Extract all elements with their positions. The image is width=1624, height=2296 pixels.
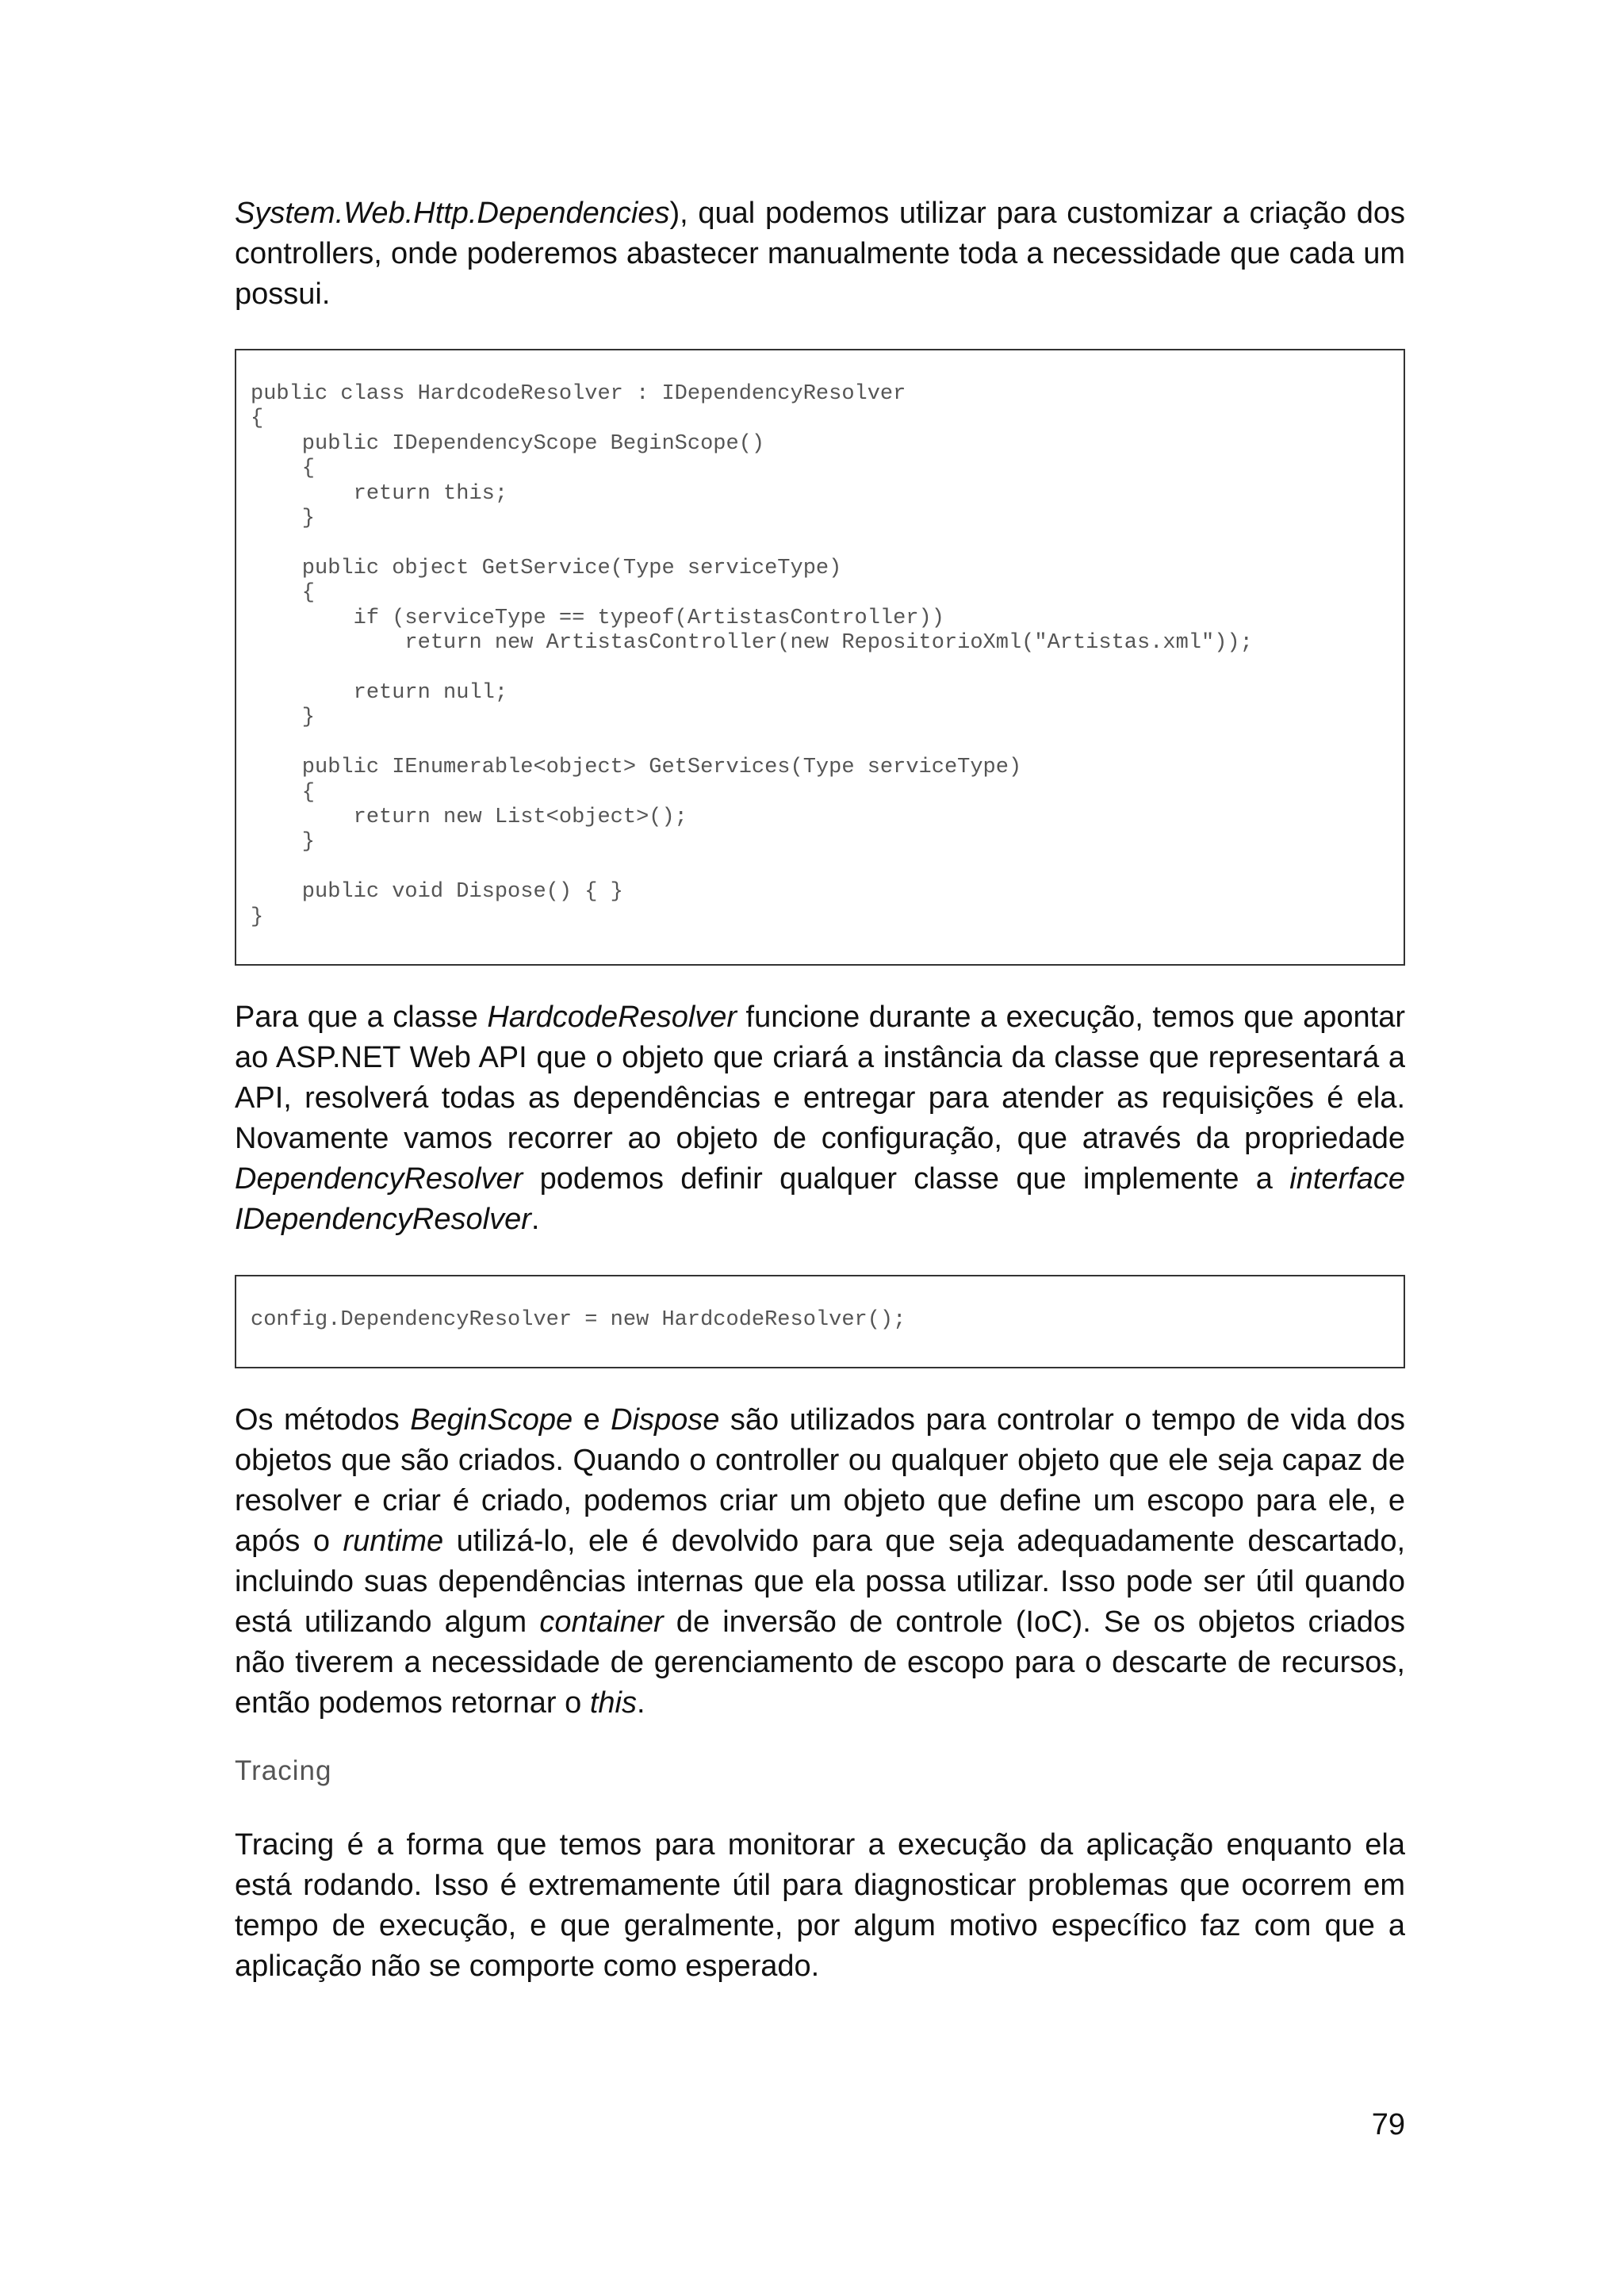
paragraph-scope-text: Os métodos BeginScope e Dispose são utilizados para controlar o tempo de vida dos objetos que são criados. Quando o controller ou qualquer objeto que ele seja capaz de resolver e criar é criado, podemos criar um objeto que define um escopo para ele, e após o runtime utilizá-lo, ele é devolvido para que seja adequadamente descartado, incluindo suas dependências internas que ela possa utilizar. Isso pode ser útil quando está utilizando algum container de inversão de controle (IoC). Se os objetos criados não tiverem a necessidade de gerenciamento de escopo para o descarte de recursos, então podemos retornar o this. xyxy=(235,1403,1406,1720)
paragraph-tracing xyxy=(235,1825,1405,1987)
page-number: 79 xyxy=(1371,2108,1405,2141)
code-config-line: config.DependencyResolver = new HardcodeResolver(); xyxy=(251,1308,906,1332)
paragraph-tracing-text: Tracing é a forma que temos para monitorar a execução da aplicação enquanto ela está rodando. Isso é extremamente útil para diagnosticar problemas que ocorrem em tempo de execução, e que geralmente, por algum motivo específico faz com que a aplicação não se comporte como esperado. xyxy=(235,1828,1405,1983)
code-block-resolver xyxy=(235,349,1405,966)
paragraph-scope xyxy=(235,1400,1405,1724)
paragraph-intro-text: System.Web.Http.Dependencies), qual podemos utilizar para customizar a criação dos controllers, onde poderemos abastecer manualmente toda a necessidade que cada um possui. xyxy=(235,197,1405,311)
code-resolver-class: public class HardcodeResolver : IDependencyResolver { public IDependencyScope BeginScope() { return this; } public object GetService(Type serviceType) { if (serviceType == typeof(ArtistasController)) return new ArtistasController(new RepositorioXml("Artistas.xml")); return null; } public IEnumerable<object> GetServices(Type serviceType) { return new List<object>(); } public void Dispose() { } } xyxy=(251,382,1253,929)
paragraph-resolver-config xyxy=(235,997,1405,1240)
italic-namespace: System.Web.Http.Dependencies xyxy=(235,197,670,230)
paragraph-intro xyxy=(235,193,1405,315)
code-block-config xyxy=(235,1275,1405,1368)
paragraph-resolver-config-text: Para que a classe HardcodeResolver funcione durante a execução, temos que apontar ao ASP.NET Web API que o objeto que criará a instância da classe que representará a API, resolverá todas as dependências e entregar para atender as requisições é ela. Novamente vamos recorrer ao objeto de configuração, que através da propriedade DependencyResolver podemos definir qualquer classe que implemente a interface IDependencyResolver. xyxy=(235,1001,1406,1236)
section-heading: Tracing xyxy=(235,1755,332,1786)
